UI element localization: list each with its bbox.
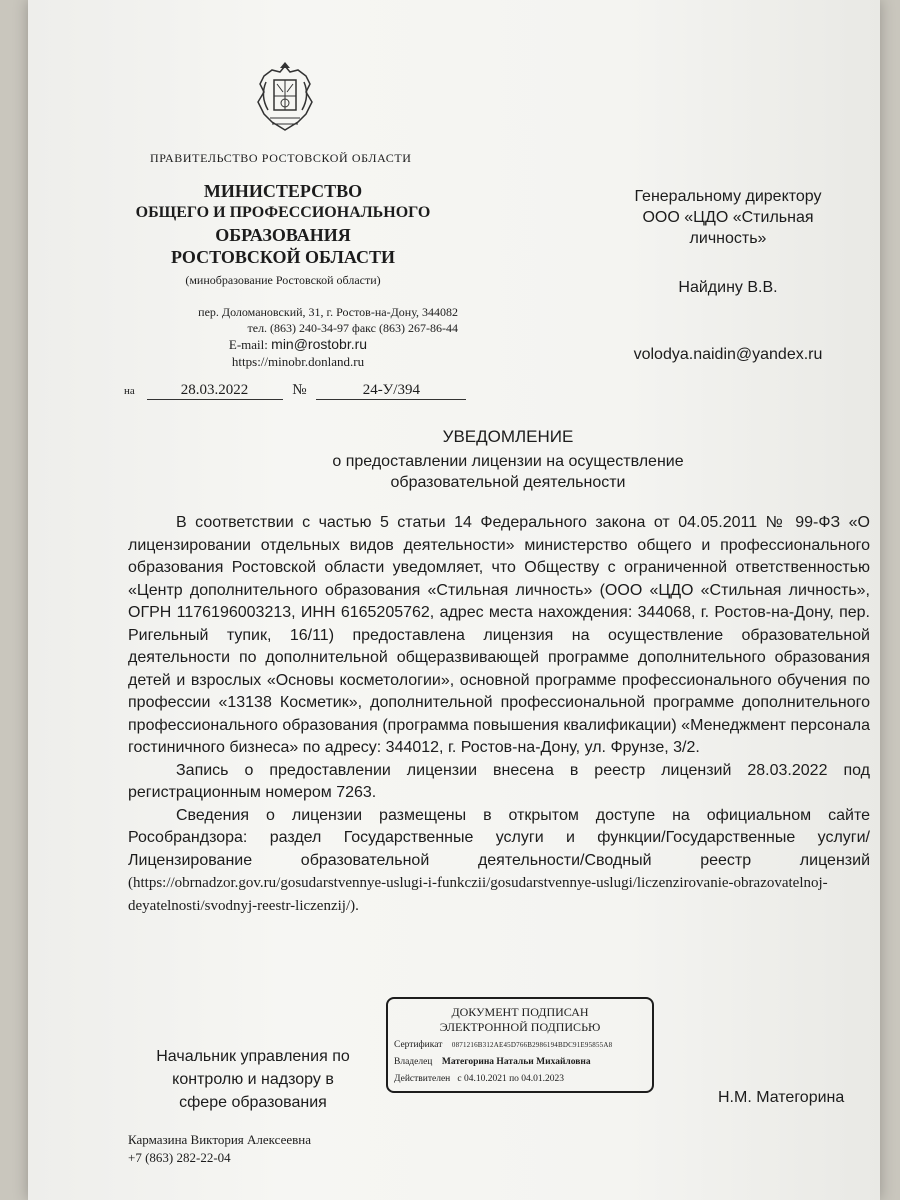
recipient-email[interactable]: volodya.naidin@yandex.ru <box>633 346 823 363</box>
outgoing-number-row <box>124 382 466 400</box>
notice-subtitle-line-1: о предоставлении лицензии на осуществление <box>332 453 684 470</box>
recipient-block <box>598 186 858 249</box>
ministry-name <box>98 180 468 268</box>
stamp-owner-row <box>394 1057 591 1067</box>
body-paragraph-2: Запись о предоставлении лицензии внесена в реестр лицензий 28.03.2022 под регистрационным номером 7263. <box>128 761 870 801</box>
signer-position-line-1: Начальник управления по <box>156 1048 350 1065</box>
stamp-certificate-row <box>394 1040 612 1050</box>
executor-block <box>128 1131 311 1167</box>
stamp-valid-value: с 04.10.2021 по 04.01.2023 <box>457 1074 565 1084</box>
document-date: 28.03.2022 <box>147 382 283 400</box>
recipient-position: Генеральному директору <box>634 188 822 205</box>
body-paragraph-3 <box>128 805 870 918</box>
government-name: ПРАВИТЕЛЬСТВО РОСТОВСКОЙ ОБЛАСТИ <box>150 151 412 165</box>
stamp-heading <box>388 1005 652 1035</box>
recipient-name: Найдину В.В. <box>678 279 778 296</box>
executor-name: Кармазина Виктория Алексеевна <box>128 1132 311 1147</box>
notice-subtitle-line-2: образовательной деятельности <box>390 474 626 491</box>
registry-url[interactable]: (https://obrnadzor.gov.ru/gosudarstvennye-uslugi-i-funkczii/gosudarstvennye-uslugi/liczenzirovanie-obrazovatelnoj-deyatelnosti/svodnyj-reestr-liczenzij/). <box>128 875 828 914</box>
ministry-short-name: (минобразование Ростовской области) <box>185 273 381 287</box>
ministry-address: пер. Доломановский, 31, г. Ростов-на-Дону, 344082 <box>198 305 458 319</box>
stamp-owner-label: Владелец <box>394 1057 433 1067</box>
email-label: E-mail: <box>228 337 272 352</box>
signer-position-line-3: сфере образования <box>179 1094 327 1111</box>
electronic-signature-stamp <box>386 997 654 1093</box>
number-sign: № <box>292 382 307 398</box>
executor-phone: +7 (863) 282-22-04 <box>128 1150 231 1165</box>
stamp-cert-label: Сертификат <box>394 1040 443 1050</box>
stamp-line-1: ДОКУМЕНТ ПОДПИСАН <box>451 1005 589 1019</box>
date-prefix: на <box>124 385 135 397</box>
notice-title: УВЕДОМЛЕНИЕ <box>442 427 574 446</box>
stamp-owner-value: Матегорина Натальи Михайловна <box>441 1057 591 1067</box>
body-paragraph-1: В соответствии с частью 5 статьи 14 Федерального закона от 04.05.2011 № 99-ФЗ «О лицензировании отдельных видов деятельности» министерство общего и профессионального образования Ростовской области уведомляет, что Обществу с ограниченной ответственностью «Центр дополнительного образования «Стильная личность» (ООО «ЦДО «Стильная личность», ОГРН 1176196003213, ИНН 6165205762, адрес места нахождения: 344068, г. Ростов-на-Дону, пер. Ригельный тупик, 16/11) предоставлена лицензия на осуществление образовательной деятельности по дополнительной общеразвивающей программе дополнительного образования детей и взрослых «Основы косметологии», основной программе профессионального обучения по профессии «13138 Косметик», дополнительной профессиональной программе дополнительного профессионального образования (программа повышения квалификации) «Менеджмент персонала гостиничного бизнеса» по адресу: 344012, г. Ростов-на-Дону, ул. Фрунзе, 3/2. <box>128 514 870 756</box>
stamp-cert-value: 0871216B312AE45D766B2986194BDC91E95855A8 <box>451 1041 613 1049</box>
body-paragraph-3-text: Сведения о лицензии размещены в открытом доступе на официальном сайте Рособрандзора: раздел Государственные услуги и функции/Государственные услуги/Лицензирование образовательной деятельности/Сводный реестр лицензий <box>128 806 870 869</box>
signer-position-line-2: контролю и надзору в <box>172 1071 334 1088</box>
coat-of-arms-emblem <box>250 62 320 134</box>
signer-position <box>118 1045 388 1114</box>
notice-body <box>128 512 870 917</box>
ministry-website[interactable]: https://minobr.donland.ru <box>231 354 365 369</box>
ministry-line-3: ОБРАЗОВАНИЯ <box>215 225 351 245</box>
stamp-valid-label: Действителен <box>394 1074 451 1084</box>
ministry-line-4: РОСТОВСКОЙ ОБЛАСТИ <box>171 247 395 267</box>
stamp-valid-row <box>394 1074 564 1084</box>
recipient-org-line-2: личность» <box>689 230 767 247</box>
ministry-line-1: МИНИСТЕРСТВО <box>203 181 363 201</box>
recipient-org-line-1: ООО «ЦДО «Стильная <box>642 209 814 226</box>
stamp-line-2: ЭЛЕКТРОННОЙ ПОДПИСЬЮ <box>439 1020 601 1034</box>
ministry-address-block <box>128 304 458 336</box>
ministry-line-2: ОБЩЕГО И ПРОФЕССИОНАЛЬНОГО <box>135 204 431 221</box>
ministry-email[interactable]: min@rostobr.ru <box>271 336 368 352</box>
ministry-contacts <box>168 336 428 370</box>
document-number: 24-У/394 <box>316 382 466 400</box>
signer-name: Н.М. Матегорина <box>718 1089 845 1106</box>
notice-subtitle <box>178 451 838 493</box>
ministry-phones: тел. (863) 240-34-97 факс (863) 267-86-44 <box>247 321 458 335</box>
document-page <box>28 0 880 1200</box>
